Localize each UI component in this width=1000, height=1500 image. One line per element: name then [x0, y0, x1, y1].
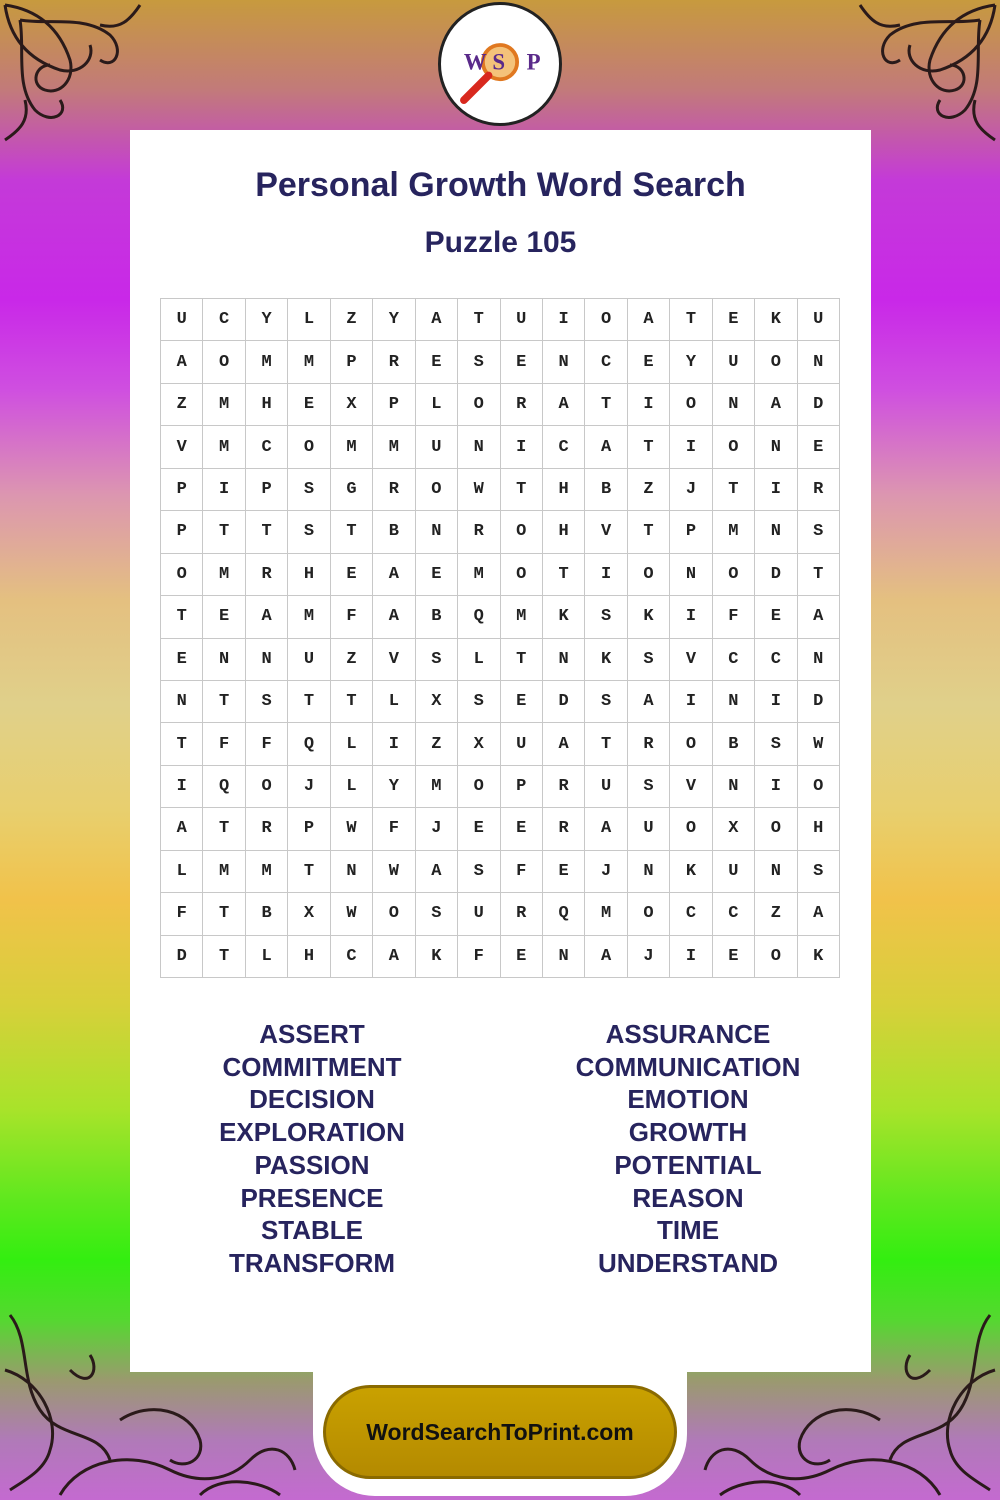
- grid-cell[interactable]: A: [585, 426, 627, 468]
- grid-cell[interactable]: F: [331, 596, 373, 638]
- grid-cell[interactable]: T: [246, 511, 288, 553]
- grid-cell[interactable]: M: [203, 426, 245, 468]
- word-list-right: [538, 1018, 838, 1280]
- grid-cell[interactable]: R: [543, 766, 585, 808]
- grid-cell[interactable]: A: [798, 596, 840, 638]
- grid-cell[interactable]: O: [628, 554, 670, 596]
- grid-cell[interactable]: T: [203, 681, 245, 723]
- grid-cell[interactable]: P: [670, 511, 712, 553]
- grid-cell[interactable]: O: [203, 341, 245, 383]
- grid-cell[interactable]: P: [161, 511, 203, 553]
- word-list-item: ASSURANCE: [605, 1019, 771, 1049]
- grid-cell[interactable]: J: [585, 851, 627, 893]
- grid-cell[interactable]: M: [585, 893, 627, 935]
- grid-cell[interactable]: E: [501, 681, 543, 723]
- grid-cell[interactable]: U: [458, 893, 500, 935]
- grid-cell[interactable]: M: [203, 554, 245, 596]
- grid-cell[interactable]: T: [628, 511, 670, 553]
- grid-cell[interactable]: P: [373, 384, 415, 426]
- grid-cell[interactable]: U: [628, 808, 670, 850]
- grid-cell[interactable]: S: [585, 596, 627, 638]
- word-list-item: PASSION: [254, 1149, 370, 1180]
- grid-cell[interactable]: T: [161, 723, 203, 765]
- word-list-left: [162, 1018, 462, 1280]
- grid-cell[interactable]: A: [416, 299, 458, 341]
- grid-cell[interactable]: O: [713, 554, 755, 596]
- grid-cell[interactable]: A: [416, 851, 458, 893]
- grid-cell[interactable]: E: [501, 808, 543, 850]
- grid-cell[interactable]: S: [585, 681, 627, 723]
- page-title: Personal Growth Word Search: [255, 166, 746, 204]
- grid-cell[interactable]: F: [161, 893, 203, 935]
- grid-cell[interactable]: J: [670, 469, 712, 511]
- grid-cell[interactable]: V: [373, 639, 415, 681]
- grid-cell[interactable]: V: [670, 766, 712, 808]
- grid-cell[interactable]: W: [373, 851, 415, 893]
- grid-cell[interactable]: I: [543, 299, 585, 341]
- grid-cell[interactable]: E: [203, 596, 245, 638]
- grid-cell[interactable]: E: [501, 341, 543, 383]
- grid-cell[interactable]: R: [246, 808, 288, 850]
- grid-cell[interactable]: Q: [458, 596, 500, 638]
- grid-cell[interactable]: N: [755, 511, 797, 553]
- grid-cell[interactable]: W: [331, 808, 373, 850]
- grid-cell[interactable]: Z: [331, 299, 373, 341]
- grid-cell[interactable]: U: [288, 639, 330, 681]
- grid-cell[interactable]: I: [585, 554, 627, 596]
- grid-cell[interactable]: Y: [246, 299, 288, 341]
- grid-cell[interactable]: G: [331, 469, 373, 511]
- grid-cell[interactable]: E: [161, 639, 203, 681]
- grid-cell[interactable]: U: [585, 766, 627, 808]
- grid-cell[interactable]: O: [798, 766, 840, 808]
- grid-cell[interactable]: U: [501, 299, 543, 341]
- grid-cell[interactable]: N: [543, 341, 585, 383]
- grid-cell[interactable]: T: [798, 554, 840, 596]
- grid-cell[interactable]: R: [798, 469, 840, 511]
- grid-cell[interactable]: N: [161, 681, 203, 723]
- grid-cell[interactable]: T: [288, 681, 330, 723]
- grid-cell[interactable]: X: [713, 808, 755, 850]
- grid-cell[interactable]: O: [670, 384, 712, 426]
- grid-cell[interactable]: O: [628, 893, 670, 935]
- grid-cell[interactable]: T: [585, 384, 627, 426]
- grid-cell[interactable]: T: [288, 851, 330, 893]
- grid-cell[interactable]: A: [585, 936, 627, 978]
- grid-cell[interactable]: M: [246, 851, 288, 893]
- grid-cell[interactable]: I: [670, 596, 712, 638]
- grid-cell[interactable]: N: [713, 681, 755, 723]
- grid-cell[interactable]: E: [416, 554, 458, 596]
- grid-cell[interactable]: R: [543, 808, 585, 850]
- word-list-item: PRESENCE: [240, 1182, 384, 1213]
- grid-cell[interactable]: A: [755, 384, 797, 426]
- grid-cell[interactable]: P: [331, 341, 373, 383]
- grid-cell[interactable]: O: [755, 341, 797, 383]
- grid-cell[interactable]: L: [331, 723, 373, 765]
- grid-cell[interactable]: E: [755, 596, 797, 638]
- grid-cell[interactable]: P: [501, 766, 543, 808]
- grid-cell[interactable]: O: [585, 299, 627, 341]
- grid-cell[interactable]: O: [713, 426, 755, 468]
- grid-cell[interactable]: J: [628, 936, 670, 978]
- grid-cell[interactable]: S: [288, 469, 330, 511]
- grid-cell[interactable]: F: [458, 936, 500, 978]
- word-list-item: POTENTIAL: [614, 1149, 762, 1180]
- grid-cell[interactable]: W: [331, 893, 373, 935]
- grid-cell[interactable]: A: [628, 299, 670, 341]
- grid-cell[interactable]: I: [755, 766, 797, 808]
- grid-cell[interactable]: D: [755, 554, 797, 596]
- grid-cell[interactable]: M: [203, 851, 245, 893]
- grid-cell[interactable]: B: [373, 511, 415, 553]
- grid-cell[interactable]: B: [713, 723, 755, 765]
- grid-cell[interactable]: N: [713, 766, 755, 808]
- grid-cell[interactable]: E: [798, 426, 840, 468]
- word-list-item: REASON: [632, 1182, 744, 1213]
- grid-cell[interactable]: D: [798, 681, 840, 723]
- grid-cell[interactable]: N: [755, 426, 797, 468]
- grid-cell[interactable]: N: [543, 936, 585, 978]
- grid-cell[interactable]: V: [585, 511, 627, 553]
- grid-cell[interactable]: S: [458, 681, 500, 723]
- puzzle-sheet: [130, 130, 871, 1372]
- word-list-item: DECISION: [249, 1084, 375, 1115]
- grid-cell[interactable]: L: [161, 851, 203, 893]
- grid-cell[interactable]: N: [543, 639, 585, 681]
- grid-cell[interactable]: Y: [373, 766, 415, 808]
- grid-cell[interactable]: T: [670, 299, 712, 341]
- grid-cell[interactable]: M: [373, 426, 415, 468]
- grid-cell[interactable]: Y: [670, 341, 712, 383]
- word-list-item: UNDERSTAND: [597, 1247, 779, 1278]
- puzzle-number: Puzzle 105: [424, 226, 577, 259]
- grid-cell[interactable]: A: [798, 893, 840, 935]
- word-list-item: COMMUNICATION: [575, 1051, 801, 1082]
- grid-cell[interactable]: N: [458, 426, 500, 468]
- word-list-item: TIME: [656, 1215, 720, 1246]
- grid-cell[interactable]: O: [755, 936, 797, 978]
- grid-cell[interactable]: P: [161, 469, 203, 511]
- grid-cell[interactable]: C: [755, 639, 797, 681]
- grid-cell[interactable]: R: [501, 893, 543, 935]
- word-list-item: COMMITMENT: [222, 1051, 402, 1082]
- grid-cell[interactable]: J: [288, 766, 330, 808]
- grid-cell[interactable]: T: [161, 596, 203, 638]
- grid-cell[interactable]: R: [501, 384, 543, 426]
- grid-cell[interactable]: N: [628, 851, 670, 893]
- letter-grid: [160, 298, 840, 978]
- grid-cell[interactable]: M: [331, 426, 373, 468]
- word-list-item: EXPLORATION: [219, 1117, 405, 1148]
- grid-cell[interactable]: K: [670, 851, 712, 893]
- grid-cell[interactable]: O: [670, 808, 712, 850]
- grid-cell[interactable]: Q: [543, 893, 585, 935]
- grid-cell[interactable]: S: [458, 851, 500, 893]
- grid-cell[interactable]: I: [755, 681, 797, 723]
- grid-cell[interactable]: S: [246, 681, 288, 723]
- grid-cell[interactable]: U: [798, 299, 840, 341]
- grid-cell[interactable]: E: [288, 384, 330, 426]
- corner-ornament-icon: [0, 0, 150, 150]
- grid-cell[interactable]: F: [713, 596, 755, 638]
- word-list-item: GROWTH: [628, 1117, 748, 1148]
- grid-cell[interactable]: F: [203, 723, 245, 765]
- grid-cell[interactable]: N: [670, 554, 712, 596]
- grid-cell[interactable]: Z: [628, 469, 670, 511]
- logo-letter-s: S: [492, 49, 506, 75]
- grid-cell[interactable]: E: [416, 341, 458, 383]
- grid-cell[interactable]: B: [246, 893, 288, 935]
- grid-cell[interactable]: Z: [416, 723, 458, 765]
- grid-cell[interactable]: R: [246, 554, 288, 596]
- grid-cell[interactable]: L: [288, 299, 330, 341]
- grid-cell[interactable]: W: [458, 469, 500, 511]
- grid-cell[interactable]: Y: [373, 299, 415, 341]
- grid-cell[interactable]: Q: [203, 766, 245, 808]
- grid-cell[interactable]: P: [246, 469, 288, 511]
- grid-cell[interactable]: H: [543, 469, 585, 511]
- grid-cell[interactable]: U: [416, 426, 458, 468]
- grid-cell[interactable]: Z: [755, 893, 797, 935]
- grid-cell[interactable]: I: [501, 426, 543, 468]
- grid-cell[interactable]: O: [755, 808, 797, 850]
- grid-cell[interactable]: U: [713, 341, 755, 383]
- grid-cell[interactable]: A: [161, 341, 203, 383]
- grid-cell[interactable]: T: [331, 511, 373, 553]
- grid-cell[interactable]: M: [288, 341, 330, 383]
- grid-cell[interactable]: E: [543, 851, 585, 893]
- grid-cell[interactable]: Z: [161, 384, 203, 426]
- grid-cell[interactable]: O: [416, 469, 458, 511]
- grid-cell[interactable]: I: [755, 469, 797, 511]
- grid-cell[interactable]: H: [798, 808, 840, 850]
- grid-cell[interactable]: C: [585, 341, 627, 383]
- grid-cell[interactable]: A: [246, 596, 288, 638]
- grid-cell[interactable]: M: [713, 511, 755, 553]
- grid-cell[interactable]: K: [628, 596, 670, 638]
- word-list-item: EMOTION: [627, 1084, 749, 1115]
- grid-cell[interactable]: T: [203, 893, 245, 935]
- grid-cell[interactable]: D: [798, 384, 840, 426]
- grid-cell[interactable]: E: [713, 299, 755, 341]
- grid-cell[interactable]: N: [331, 851, 373, 893]
- word-list-item: TRANSFORM: [228, 1247, 396, 1278]
- grid-cell[interactable]: T: [458, 299, 500, 341]
- grid-cell[interactable]: R: [628, 723, 670, 765]
- grid-cell[interactable]: F: [246, 723, 288, 765]
- grid-cell[interactable]: O: [373, 893, 415, 935]
- grid-cell[interactable]: N: [755, 851, 797, 893]
- grid-cell[interactable]: X: [458, 723, 500, 765]
- grid-cell[interactable]: C: [713, 893, 755, 935]
- grid-cell[interactable]: N: [713, 384, 755, 426]
- grid-cell[interactable]: A: [373, 596, 415, 638]
- grid-cell[interactable]: C: [670, 893, 712, 935]
- grid-cell[interactable]: U: [501, 723, 543, 765]
- grid-cell[interactable]: E: [501, 936, 543, 978]
- grid-cell[interactable]: W: [798, 723, 840, 765]
- corner-ornament-icon: [850, 0, 1000, 150]
- grid-cell[interactable]: N: [798, 341, 840, 383]
- grid-cell[interactable]: S: [628, 639, 670, 681]
- grid-cell[interactable]: I: [670, 426, 712, 468]
- grid-cell[interactable]: T: [713, 469, 755, 511]
- grid-cell[interactable]: I: [161, 766, 203, 808]
- grid-cell[interactable]: D: [161, 936, 203, 978]
- grid-cell[interactable]: X: [288, 893, 330, 935]
- grid-cell[interactable]: H: [543, 511, 585, 553]
- grid-cell[interactable]: O: [501, 554, 543, 596]
- website-badge[interactable]: WordSearchToPrint.com: [323, 1385, 677, 1479]
- grid-cell[interactable]: S: [416, 893, 458, 935]
- grid-cell[interactable]: T: [501, 639, 543, 681]
- grid-cell[interactable]: F: [373, 808, 415, 850]
- grid-cell[interactable]: T: [628, 426, 670, 468]
- grid-cell[interactable]: K: [416, 936, 458, 978]
- grid-cell[interactable]: E: [458, 808, 500, 850]
- grid-cell[interactable]: E: [713, 936, 755, 978]
- grid-cell[interactable]: S: [798, 851, 840, 893]
- grid-cell[interactable]: E: [331, 554, 373, 596]
- grid-cell[interactable]: O: [458, 384, 500, 426]
- grid-cell[interactable]: K: [585, 639, 627, 681]
- grid-cell[interactable]: O: [458, 766, 500, 808]
- grid-cell[interactable]: T: [203, 936, 245, 978]
- grid-cell[interactable]: I: [670, 681, 712, 723]
- word-list-item: ASSERT: [259, 1019, 365, 1049]
- grid-cell[interactable]: F: [501, 851, 543, 893]
- grid-cell[interactable]: A: [373, 936, 415, 978]
- grid-cell[interactable]: C: [713, 639, 755, 681]
- grid-cell[interactable]: O: [670, 723, 712, 765]
- grid-cell[interactable]: M: [458, 554, 500, 596]
- grid-cell[interactable]: T: [203, 511, 245, 553]
- grid-cell[interactable]: R: [373, 341, 415, 383]
- grid-cell[interactable]: M: [416, 766, 458, 808]
- grid-cell[interactable]: S: [458, 341, 500, 383]
- logo-letter-p: P: [526, 49, 541, 75]
- grid-cell[interactable]: M: [288, 596, 330, 638]
- grid-cell[interactable]: K: [755, 299, 797, 341]
- grid-cell[interactable]: I: [373, 723, 415, 765]
- grid-cell[interactable]: J: [416, 808, 458, 850]
- grid-cell[interactable]: A: [628, 681, 670, 723]
- grid-cell[interactable]: C: [246, 426, 288, 468]
- grid-cell[interactable]: H: [246, 384, 288, 426]
- grid-cell[interactable]: O: [501, 511, 543, 553]
- grid-cell[interactable]: E: [628, 341, 670, 383]
- wsp-logo: [438, 2, 562, 126]
- grid-cell[interactable]: N: [203, 639, 245, 681]
- word-list-item: STABLE: [260, 1215, 364, 1246]
- logo-letter-w: W: [463, 49, 487, 75]
- grid-cell[interactable]: O: [288, 426, 330, 468]
- grid-cell[interactable]: Q: [288, 723, 330, 765]
- grid-cell[interactable]: H: [288, 554, 330, 596]
- grid-cell[interactable]: U: [161, 299, 203, 341]
- grid-cell[interactable]: O: [246, 766, 288, 808]
- grid-cell[interactable]: D: [543, 681, 585, 723]
- grid-cell[interactable]: L: [246, 936, 288, 978]
- grid-cell[interactable]: C: [543, 426, 585, 468]
- grid-cell[interactable]: B: [416, 596, 458, 638]
- grid-cell[interactable]: R: [458, 511, 500, 553]
- grid-cell[interactable]: R: [373, 469, 415, 511]
- grid-cell[interactable]: V: [161, 426, 203, 468]
- grid-cell[interactable]: O: [161, 554, 203, 596]
- grid-cell[interactable]: N: [416, 511, 458, 553]
- grid-cell[interactable]: A: [161, 808, 203, 850]
- grid-cell[interactable]: L: [416, 384, 458, 426]
- grid-cell[interactable]: S: [755, 723, 797, 765]
- grid-cell[interactable]: I: [628, 384, 670, 426]
- grid-cell[interactable]: A: [585, 808, 627, 850]
- grid-cell[interactable]: X: [331, 384, 373, 426]
- grid-cell[interactable]: L: [373, 681, 415, 723]
- grid-cell[interactable]: N: [798, 639, 840, 681]
- grid-cell[interactable]: S: [628, 766, 670, 808]
- grid-cell[interactable]: A: [373, 554, 415, 596]
- grid-cell[interactable]: H: [288, 936, 330, 978]
- grid-cell[interactable]: U: [713, 851, 755, 893]
- grid-cell[interactable]: M: [203, 384, 245, 426]
- grid-cell[interactable]: T: [501, 469, 543, 511]
- grid-cell[interactable]: T: [331, 681, 373, 723]
- grid-cell[interactable]: S: [416, 639, 458, 681]
- grid-cell[interactable]: L: [331, 766, 373, 808]
- grid-cell[interactable]: N: [246, 639, 288, 681]
- grid-cell[interactable]: M: [501, 596, 543, 638]
- grid-cell[interactable]: B: [585, 469, 627, 511]
- grid-cell[interactable]: I: [203, 469, 245, 511]
- grid-cell[interactable]: V: [670, 639, 712, 681]
- grid-cell[interactable]: T: [585, 723, 627, 765]
- grid-cell[interactable]: M: [246, 341, 288, 383]
- grid-cell[interactable]: C: [203, 299, 245, 341]
- grid-cell[interactable]: A: [543, 384, 585, 426]
- grid-cell[interactable]: X: [416, 681, 458, 723]
- grid-cell[interactable]: C: [331, 936, 373, 978]
- grid-cell[interactable]: S: [288, 511, 330, 553]
- grid-cell[interactable]: T: [203, 808, 245, 850]
- grid-cell[interactable]: Z: [331, 639, 373, 681]
- grid-cell[interactable]: A: [543, 723, 585, 765]
- grid-cell[interactable]: T: [543, 554, 585, 596]
- grid-cell[interactable]: K: [543, 596, 585, 638]
- grid-cell[interactable]: S: [798, 511, 840, 553]
- grid-cell[interactable]: P: [288, 808, 330, 850]
- grid-cell[interactable]: L: [458, 639, 500, 681]
- grid-cell[interactable]: I: [670, 936, 712, 978]
- grid-cell[interactable]: K: [798, 936, 840, 978]
